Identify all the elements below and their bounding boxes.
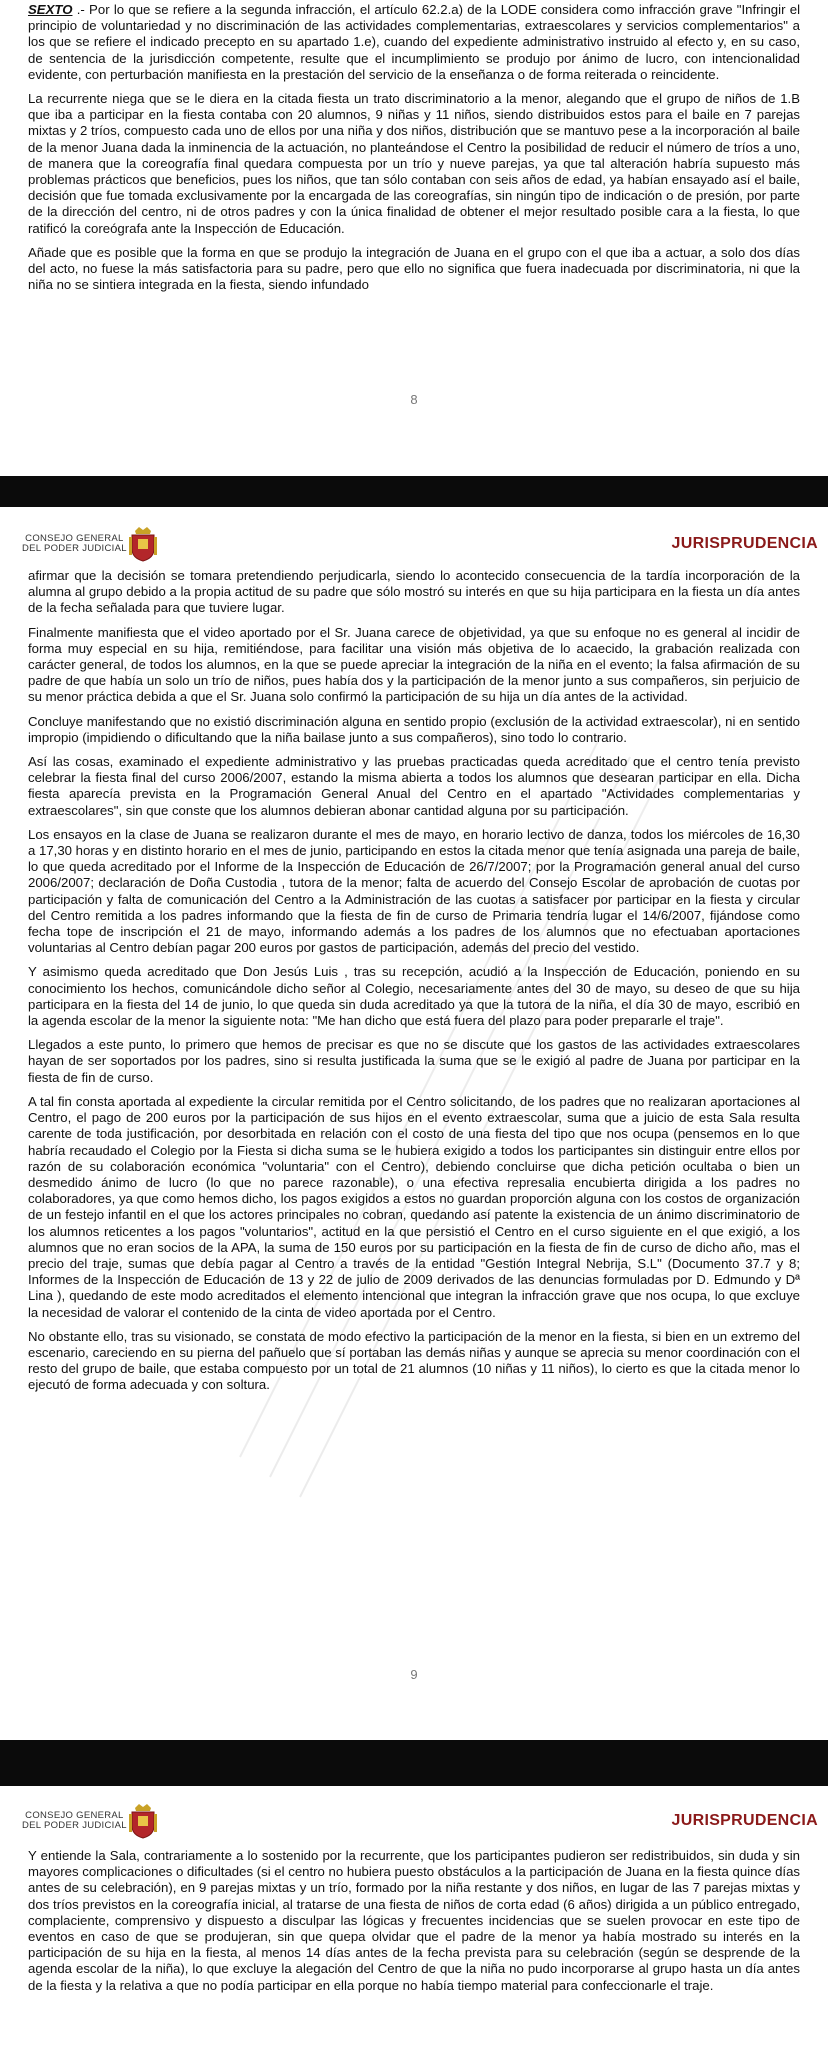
paragraph: Finalmente manifiesta que el video aportado por el Sr. Juana carece de objetividad, ya que su enfoque no es general al incidir de forma muy especial en su hija, remitiéndose, para facilitar una visión más objetiva de lo acaecido, la grabación realizada con carácter general, de todos los alumnos, en la que se puede apreciar la integración de la niña en el evento; la falsa afirmación de su padre de que había un solo un trío de niños, pues había dos y la participación de la menor junto a sus compañeros, sin perjuicio de su menor práctica debida a que el Sr. Juana solo confirmó la participación de su hija un día antes de la actividad. [28,624,800,705]
paragraph: Concluye manifestando que no existió discriminación alguna en sentido propio (exclusión de la actividad extraescolar), ni en sentido impropio (impidiendo o dificultando que la niña bailase junto a sus compañeros), sino todo lo contrario. [28,713,800,745]
page-8-body [28,2,800,301]
paragraph: No obstante ello, tras su visionado, se constata de modo efectivo la participación de la menor en la fiesta, si bien en un extremo del escenario, careciendo en su pierna del pañuelo que sí portaban las demás niñas y aunque se aprecia su menor coordinación con el resto del grupo de baile, que estaba compuesto por un total de 21 alumnos (10 niñas y 11 niños), lo cierto es que la citada menor lo ejecutó de forma adecuada y con soltura. [28,1328,800,1393]
document-page-9 [0,507,828,1785]
paragraph: Y asimismo queda acreditado que Don Jesús Luis , tras su recepción, acudió a la Inspección de Educación, poniendo en su conocimiento los hechos, comunicándole dicho señor al Colegio, necesariamente antes del 30 de mayo, su deseo de que su hija participara en la fiesta del 14 de junio, lo que queda sin duda acreditado ya que la tutora de la niña, el día 30 de mayo, escribió en la agenda escolar de la menor la siguiente nota: "Me han dicho que está fuera del plazo para poder prepararle el traje". [28,964,800,1029]
page-divider [0,1740,828,1786]
paragraph: Añade que es posible que la forma en que se produjo la integración de Juana en el grupo con el que iba a actuar, a solo dos días del acto, no fuese la más satisfactoria para su padre, pero que ello no significa que fuera inadecuada por discriminatoria, ni que la niña no se sintiera integrada en la fiesta, siendo infundado [28,244,800,293]
paragraph: SEXTO .- Por lo que se refiere a la segunda infracción, el artículo 62.2.a) de la LODE considera como infracción grave "Infringir el principio de voluntariedad y no discriminación de las actividades complementarias, extraescolares y servicios complementarios" a los que se refiere el indicado precepto en su apartado 1.e), cuando del expediente administrativo instruido al efecto y, en su caso, de sentencia de la jurisdicción competente, resulte que el incumplimiento se produjo por ánimo de lucro, con intencionalidad evidente, con perturbación manifiesta en la prestación del servicio de la enseñanza o de forma reiterada o reincidente. [28,2,800,82]
org-name: CONSEJO GENERAL DEL PODER JUDICIAL [22,533,127,554]
paragraph: Los ensayos en la clase de Juana se realizaron durante el mes de mayo, en horario lectivo de danza, todos los miércoles de 16,30 a 17,30 horas y en distinto horario en el mes de junio, participando en estos la citada menor que tenía asignada una pareja de baile, lo que queda acreditado por el Informe de la Inspección de Educación de 26/7/2007; por la Programación general anual del curso 2006/2007; declaración de Doña Custodia , tutora de la menor; falta de acuerdo del Consejo Escolar de aprobación de cuotas por participación y falta de comunicación del Centro a la Administración de las cuotas a satisfacer por participar en la fiesta y circular del Centro remitida a los padres informando que la fiesta de fin de curso de Primaria tendría lugar el 14/6/2007, fijándose como fecha tope de inscripción el 21 de mayo, informando además a los padres de los alumnos que no efectuaban aportaciones voluntarias al Centro debían pagar 200 euros por gastos de participación, además del precio del vestido. [28,826,800,956]
org-name: CONSEJO GENERAL DEL PODER JUDICIAL [22,1810,127,1831]
paragraph: A tal fin consta aportada al expediente la circular remitida por el Centro solicitando, de los padres que no realizaran aportaciones al Centro, el pago de 200 euros por la participación de sus hijos en el evento extraescolar, suma que a juicio de esta Sala resulta carente de toda justificación, por desorbitada en relación con el costo de una fiesta del tipo que nos ocupa (pensemos en lo que habría recaudado el Colegio por la Fiesta si dicha suma se le hubiera exigido a todos los participantes sin distinguir entre ellos por razón de su colaboración económica "voluntaria" con el Centro), debiendo concluirse que dicha petición ocultaba o bien un desmedido ánimo de lucro (lo que no parece razonable), o una efectiva represalia encubierta dirigida a los padres no colaboradores, ya que como hemos dicho, los pagos exigidos a estos no guardan proporción alguna con los costos de organización de un festejo infantil en el que los actores principales no cobran, quedando así patente la existencia de un ánimo discriminatorio de los alumnos reticentes a los pagos "voluntarios", actitud en la que persistió el Centro en el curso siguiente en el que exigió, a los alumnos que no eran socios de la APA, la suma de 150 euros por su participación en la fiesta de fin de curso de dicho año, mas el precio del traje, sumas que debía pagar al Centro a través de la entidad "Gestión Integral Nebrija, S.L" (Documento 37.7 y 8; Informes de la Inspección de Educación de 13 y 22 de julio de 2009 derivados de las denuncias formuladas por D. Edmundo y Dª Lina ), quedando de este modo acreditados el elemento intencional que integran la infracción grave que nos ocupa, lo que excluye la necesidad de valorar el contenido de la cinta de video aportada por el Centro. [28,1093,800,1320]
crest-icon [126,1802,160,1840]
page-divider [0,476,828,507]
section-title: JURISPRUDENCIA [671,1812,818,1829]
document-page-10 [0,1786,828,2048]
paragraph: afirmar que la decisión se tomara pretendiendo perjudicarla, siendo lo acontecido consecuencia de la tardía incorporación de la alumna al grupo debido a la propia actitud de su padre que sólo mostró su interés en que su hija participara en la fiesta un día antes de la fecha señalada para que tuviere lugar. [28,568,800,616]
page-9-body [28,568,800,1402]
page-number: 9 [410,1667,418,1682]
paragraph: Así las cosas, examinado el expediente administrativo y las pruebas practicadas queda acreditado que el centro tenía previsto celebrar la fiesta final del curso 2006/2007, estando la misma abierta a todos los alumnos que desearan participar en ella. Dicha fiesta aparecía prevista en la Programación General Anual del Centro en el apartado "Actividades complementarias y extraescolares", sin que conste que los alumnos debieran abonar cantidad alguna por su participación. [28,754,800,818]
section-title: JURISPRUDENCIA [671,535,818,552]
section-heading: SEXTO [28,2,73,17]
page-number: 8 [410,392,418,407]
crest-icon [126,525,160,563]
page-header [0,521,828,561]
page-header [0,1798,828,1838]
paragraph: Y entiende la Sala, contrariamente a lo sostenido por la recurrente, que los participantes pudieron ser redistribuidos, sin duda y sin mayores complicaciones o dificultades (si el centro no hubiera puesto obstáculos a la participación de Juana en la fiesta quince días antes de su celebración), en 9 parejas mixtas y un trío, formado por la niña restante y dos niños, en lugar de las 7 parejas mixtas y dos tríos previstos en la coreografía inicial, al tratarse de una fiesta de niños de corta edad (6 años) dirigida a un público entregado, complaciente, comprensivo y dispuesto a disculpar las lógicas y frecuentes incidencias que se suelen provocar en este tipo de eventos en caso de que se produjeran, sin que quepa olvidar que el padre de la menor ya había mostrado su interés en la participación de su hija en la fiesta, al menos 14 días antes de la fecha prevista para su celebración (según se desprende de la agenda escolar de la niña), lo que excluye la alegación del Centro de que la niña no pudo incorporarse al grupo hasta un día antes de la fiesta y la relativa a que no podía participar en ella porque no había tiempo material para confeccionarle el traje. [28,1848,800,1993]
paragraph: La recurrente niega que se le diera en la citada fiesta un trato discriminatorio a la menor, alegando que el grupo de niños de 1.B que iba a participar en la fiesta contaba con 20 alumnos, 9 niñas y 11 niños, siendo distribuidos estos para el baile en 7 parejas mixtas y 2 tríos, compuesto cada uno de ellos por una niña y dos niños, distribución que se mantuvo pese a la incorporación al baile de la menor Juana dada la inminencia de la actuación, no planteándose el Centro la posibilidad de reducir el número de tríos a uno, de manera que la coreografía final quedara compuesta por un trío y nueve parejas, ya que tal alteración habría supuesto más problemas prácticos que beneficios, pues los niños, que tan sólo contaban con seis años de edad, ya habían ensayado así el baile, decisión que fue tomada exclusivamente por la encargada de las coreografías, sin ningún tipo de indicación o de presión, por parte de la dirección del centro, ni de otros padres y con la única finalidad de obtener el mejor resultado posible cara a la fiesta, lo que ratificó la coreógrafa ante la Inspección de Educación. [28,91,800,236]
paragraph: Llegados a este punto, lo primero que hemos de precisar es que no se discute que los gastos de las actividades extraescolares hayan de ser soportados por los padres, sino si resulta justificada la suma que se le exigió al padre de Juana por participar en la fiesta de fin de curso. [28,1037,800,1085]
page-10-body [28,1848,800,2002]
document-page-8 [0,0,828,476]
